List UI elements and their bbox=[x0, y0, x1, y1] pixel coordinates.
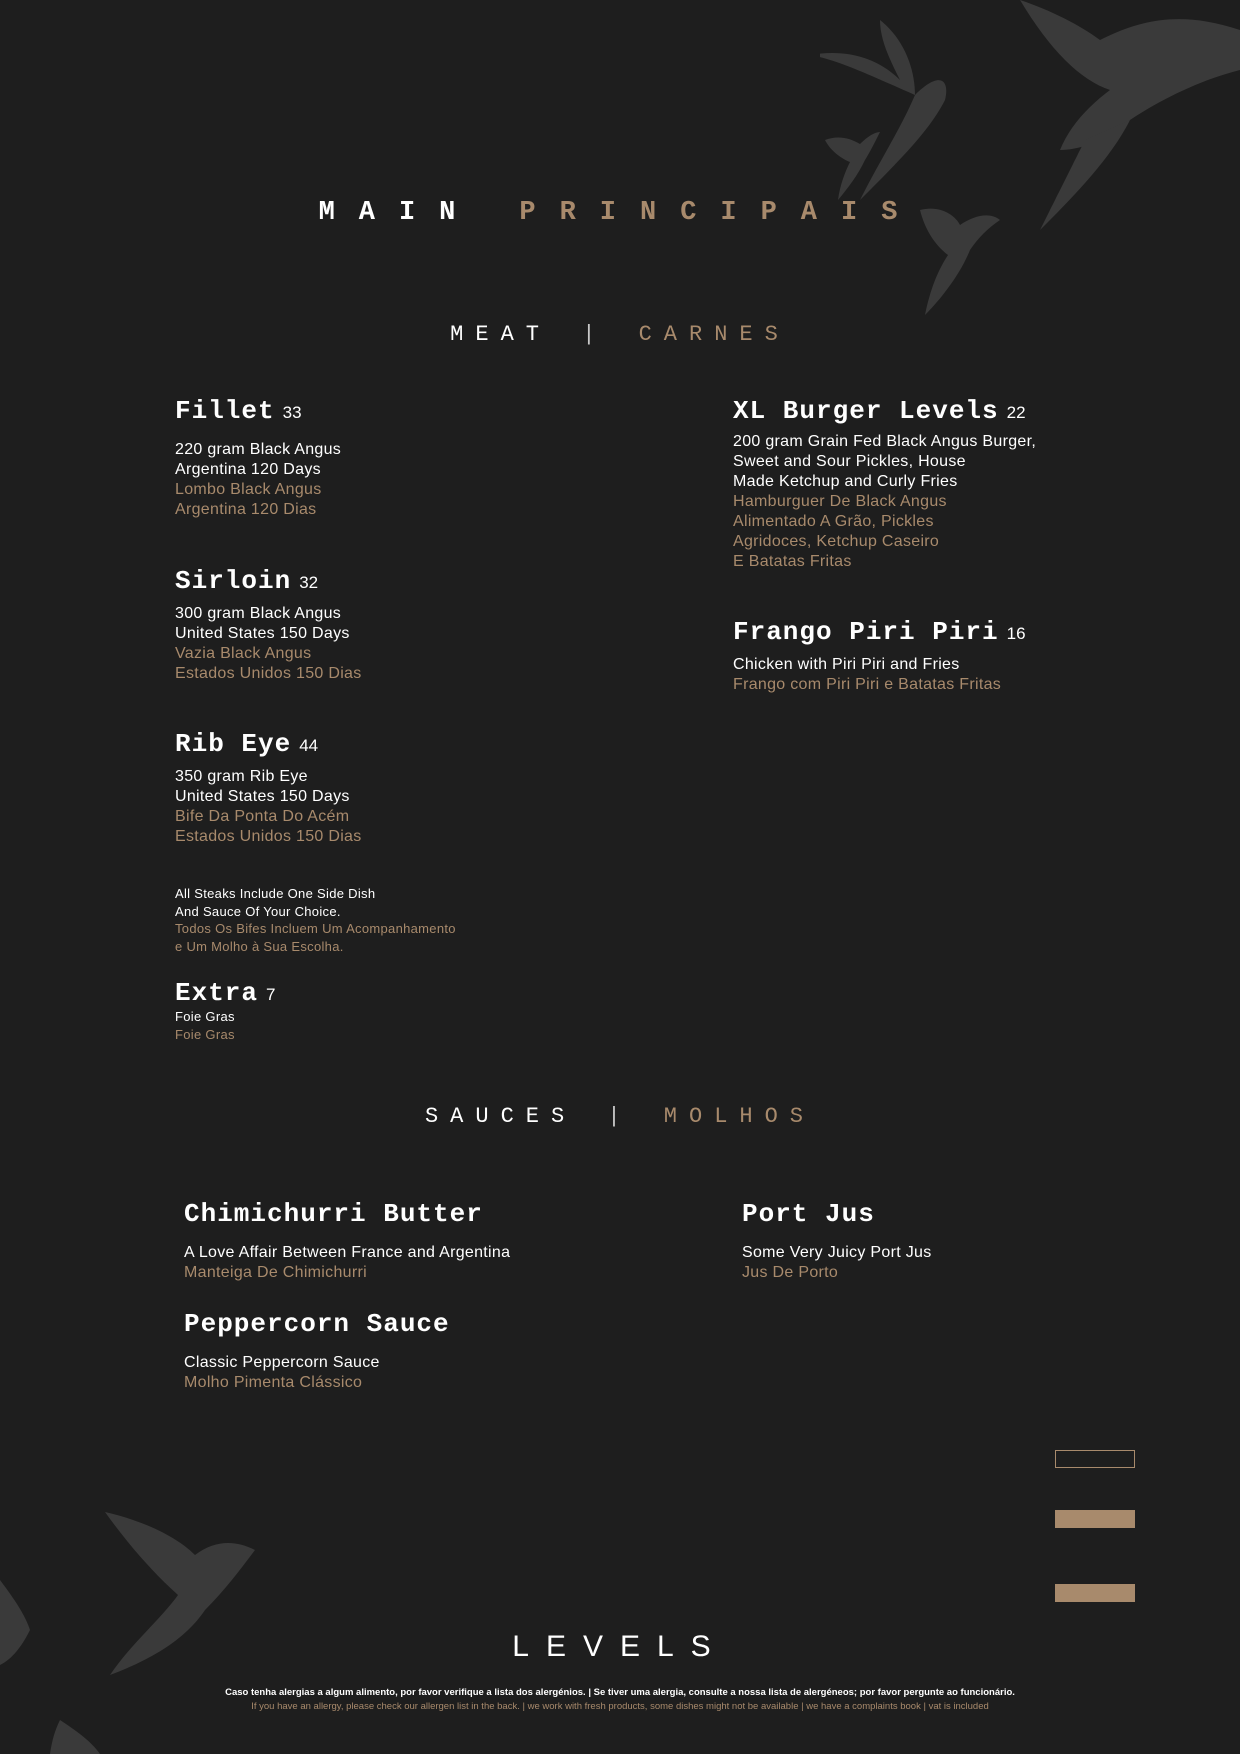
section-separator: | bbox=[582, 322, 608, 347]
menu-item-desc-pt-line: Estados Unidos 150 Dias bbox=[175, 828, 362, 845]
steak-note-pt-line: e Um Molho à Sua Escolha. bbox=[175, 938, 344, 954]
footer-allergy-en: If you have an allergy, please check our allergen list in the back. | we work with fresh products, some dishes might not be available | we have a complaints book | vat is included bbox=[251, 1701, 989, 1712]
section-separator: | bbox=[607, 1104, 633, 1129]
menu-item-desc-en-line: Argentina 120 Days bbox=[175, 461, 321, 478]
sauce-item-desc-en: Some Very Juicy Port Jus bbox=[742, 1244, 932, 1261]
menu-item-desc-en-line: 200 gram Grain Fed Black Angus Burger, bbox=[733, 433, 1037, 450]
steak-note-pt-line: Todos Os Bifes Incluem Um Acompanhamento bbox=[175, 921, 456, 936]
sauce-item-name: Port Jus bbox=[742, 1199, 875, 1229]
menu-item-price: 22 bbox=[1006, 403, 1026, 422]
menu-item-desc-en-line: 300 gram Black Angus bbox=[175, 605, 342, 622]
section-heading-meat bbox=[0, 322, 1240, 347]
menu-item-desc-pt-line: Argentina 120 Dias bbox=[175, 501, 317, 518]
swallow-birds-top-right bbox=[820, 0, 1240, 330]
menu-item-desc-pt-line: Hamburguer De Black Angus bbox=[733, 493, 947, 510]
menu-item-desc-en-line: 350 gram Rib Eye bbox=[175, 768, 308, 785]
sauce-item-desc-pt: Molho Pimenta Clássico bbox=[184, 1374, 363, 1391]
menu-item-name: Fillet bbox=[175, 396, 275, 426]
menu-item-desc-en-line: Sweet and Sour Pickles, House bbox=[733, 453, 966, 470]
menu-item-desc-en-line: Made Ketchup and Curly Fries bbox=[733, 473, 958, 490]
menu-item-rib-eye bbox=[175, 729, 362, 847]
decorative-bar-outline bbox=[1055, 1450, 1135, 1468]
menu-item-name: Rib Eye bbox=[175, 729, 292, 759]
menu-item-price: 32 bbox=[299, 573, 319, 592]
decorative-bar-filled bbox=[1055, 1510, 1135, 1528]
menu-item-desc-pt: Foie Gras bbox=[175, 1026, 235, 1042]
footer-allergy-pt: Caso tenha alergias a algum alimento, por favor verifique a lista dos alergénios. | Se tiver uma alergia, consulte a nossa lista de alergéneos; por favor pergunte ao funcionário. bbox=[225, 1687, 1015, 1698]
menu-item-price: 44 bbox=[299, 736, 319, 755]
page-title-pt: PRINCIPAIS bbox=[519, 198, 922, 228]
swallow-bird-icon bbox=[825, 132, 880, 200]
menu-item-desc-pt-line: E Batatas Fritas bbox=[733, 553, 852, 570]
swallow-birds-bottom-left bbox=[0, 1500, 270, 1754]
section-heading-pt: CARNES bbox=[638, 322, 790, 347]
menu-item-desc-pt-line: Agridoces, Ketchup Caseiro bbox=[733, 533, 940, 550]
menu-item-name: Extra bbox=[175, 978, 259, 1008]
section-heading-en: SAUCES bbox=[424, 1104, 577, 1129]
menu-item-desc-en: Foie Gras bbox=[175, 1009, 235, 1024]
menu-item-frango-piri-piri bbox=[733, 617, 1026, 695]
sauce-item-port-jus bbox=[742, 1199, 932, 1283]
menu-item-desc-en-line: United States 150 Days bbox=[175, 625, 350, 642]
page-title bbox=[0, 198, 1240, 228]
menu-item-title bbox=[175, 729, 362, 759]
sauce-item-desc-en: A Love Affair Between France and Argentina bbox=[184, 1244, 511, 1261]
menu-item-desc-pt-line: Lombo Black Angus bbox=[175, 481, 322, 498]
menu-item-name: Frango Piri Piri bbox=[733, 617, 999, 647]
menu-item-title bbox=[175, 566, 362, 596]
menu-item-desc-en-line: United States 150 Days bbox=[175, 788, 350, 805]
decorative-bar-filled bbox=[1055, 1584, 1135, 1602]
sauce-item-chimichurri bbox=[184, 1199, 510, 1283]
menu-item-xl-burger bbox=[733, 396, 1036, 572]
menu-item-price: 7 bbox=[266, 985, 276, 1004]
sauce-item-desc-pt: Manteiga De Chimichurri bbox=[184, 1264, 367, 1281]
menu-item-sirloin bbox=[175, 566, 362, 684]
menu-item-desc-pt-line: Alimentado A Grão, Pickles bbox=[733, 513, 934, 530]
section-heading-pt: MOLHOS bbox=[663, 1104, 816, 1129]
section-heading-en: MEAT bbox=[450, 322, 551, 347]
menu-item-fillet bbox=[175, 396, 341, 520]
menu-item-title bbox=[733, 617, 1026, 647]
menu-item-price: 16 bbox=[1006, 624, 1026, 643]
menu-item-desc-pt-line: Vazia Black Angus bbox=[175, 645, 312, 662]
levels-logo: LEVELS bbox=[512, 1630, 728, 1663]
swallow-bird-icon bbox=[50, 1720, 100, 1754]
sauce-item-desc-en: Classic Peppercorn Sauce bbox=[184, 1354, 380, 1371]
menu-item-name: Sirloin bbox=[175, 566, 292, 596]
menu-item-desc-pt-line: Frango com Piri Piri e Batatas Fritas bbox=[733, 676, 1002, 693]
menu-item-desc-en-line: Chicken with Piri Piri and Fries bbox=[733, 656, 960, 673]
steak-note bbox=[175, 885, 456, 955]
menu-item-title bbox=[175, 978, 275, 1008]
menu-item-desc-pt-line: Estados Unidos 150 Dias bbox=[175, 665, 362, 682]
menu-item-price: 33 bbox=[282, 403, 302, 422]
menu-item-extra bbox=[175, 978, 275, 1043]
sauce-item-peppercorn bbox=[184, 1309, 450, 1393]
menu-item-title bbox=[733, 396, 1036, 426]
page-title-en: MAIN bbox=[318, 198, 480, 228]
menu-item-title bbox=[175, 396, 341, 426]
sauce-item-desc-pt: Jus De Porto bbox=[742, 1264, 839, 1281]
steak-note-en-line: And Sauce Of Your Choice. bbox=[175, 903, 341, 919]
menu-item-name: XL Burger Levels bbox=[733, 396, 999, 426]
sauce-item-name: Peppercorn Sauce bbox=[184, 1309, 450, 1339]
sauce-item-name: Chimichurri Butter bbox=[184, 1199, 483, 1229]
menu-item-desc-pt-line: Bife Da Ponta Do Acém bbox=[175, 808, 350, 825]
menu-item-desc-en-line: 220 gram Black Angus bbox=[175, 441, 342, 458]
section-heading-sauces bbox=[0, 1104, 1240, 1129]
steak-note-en-line: All Steaks Include One Side Dish bbox=[175, 886, 376, 901]
swallow-bird-icon bbox=[1020, 0, 1240, 230]
